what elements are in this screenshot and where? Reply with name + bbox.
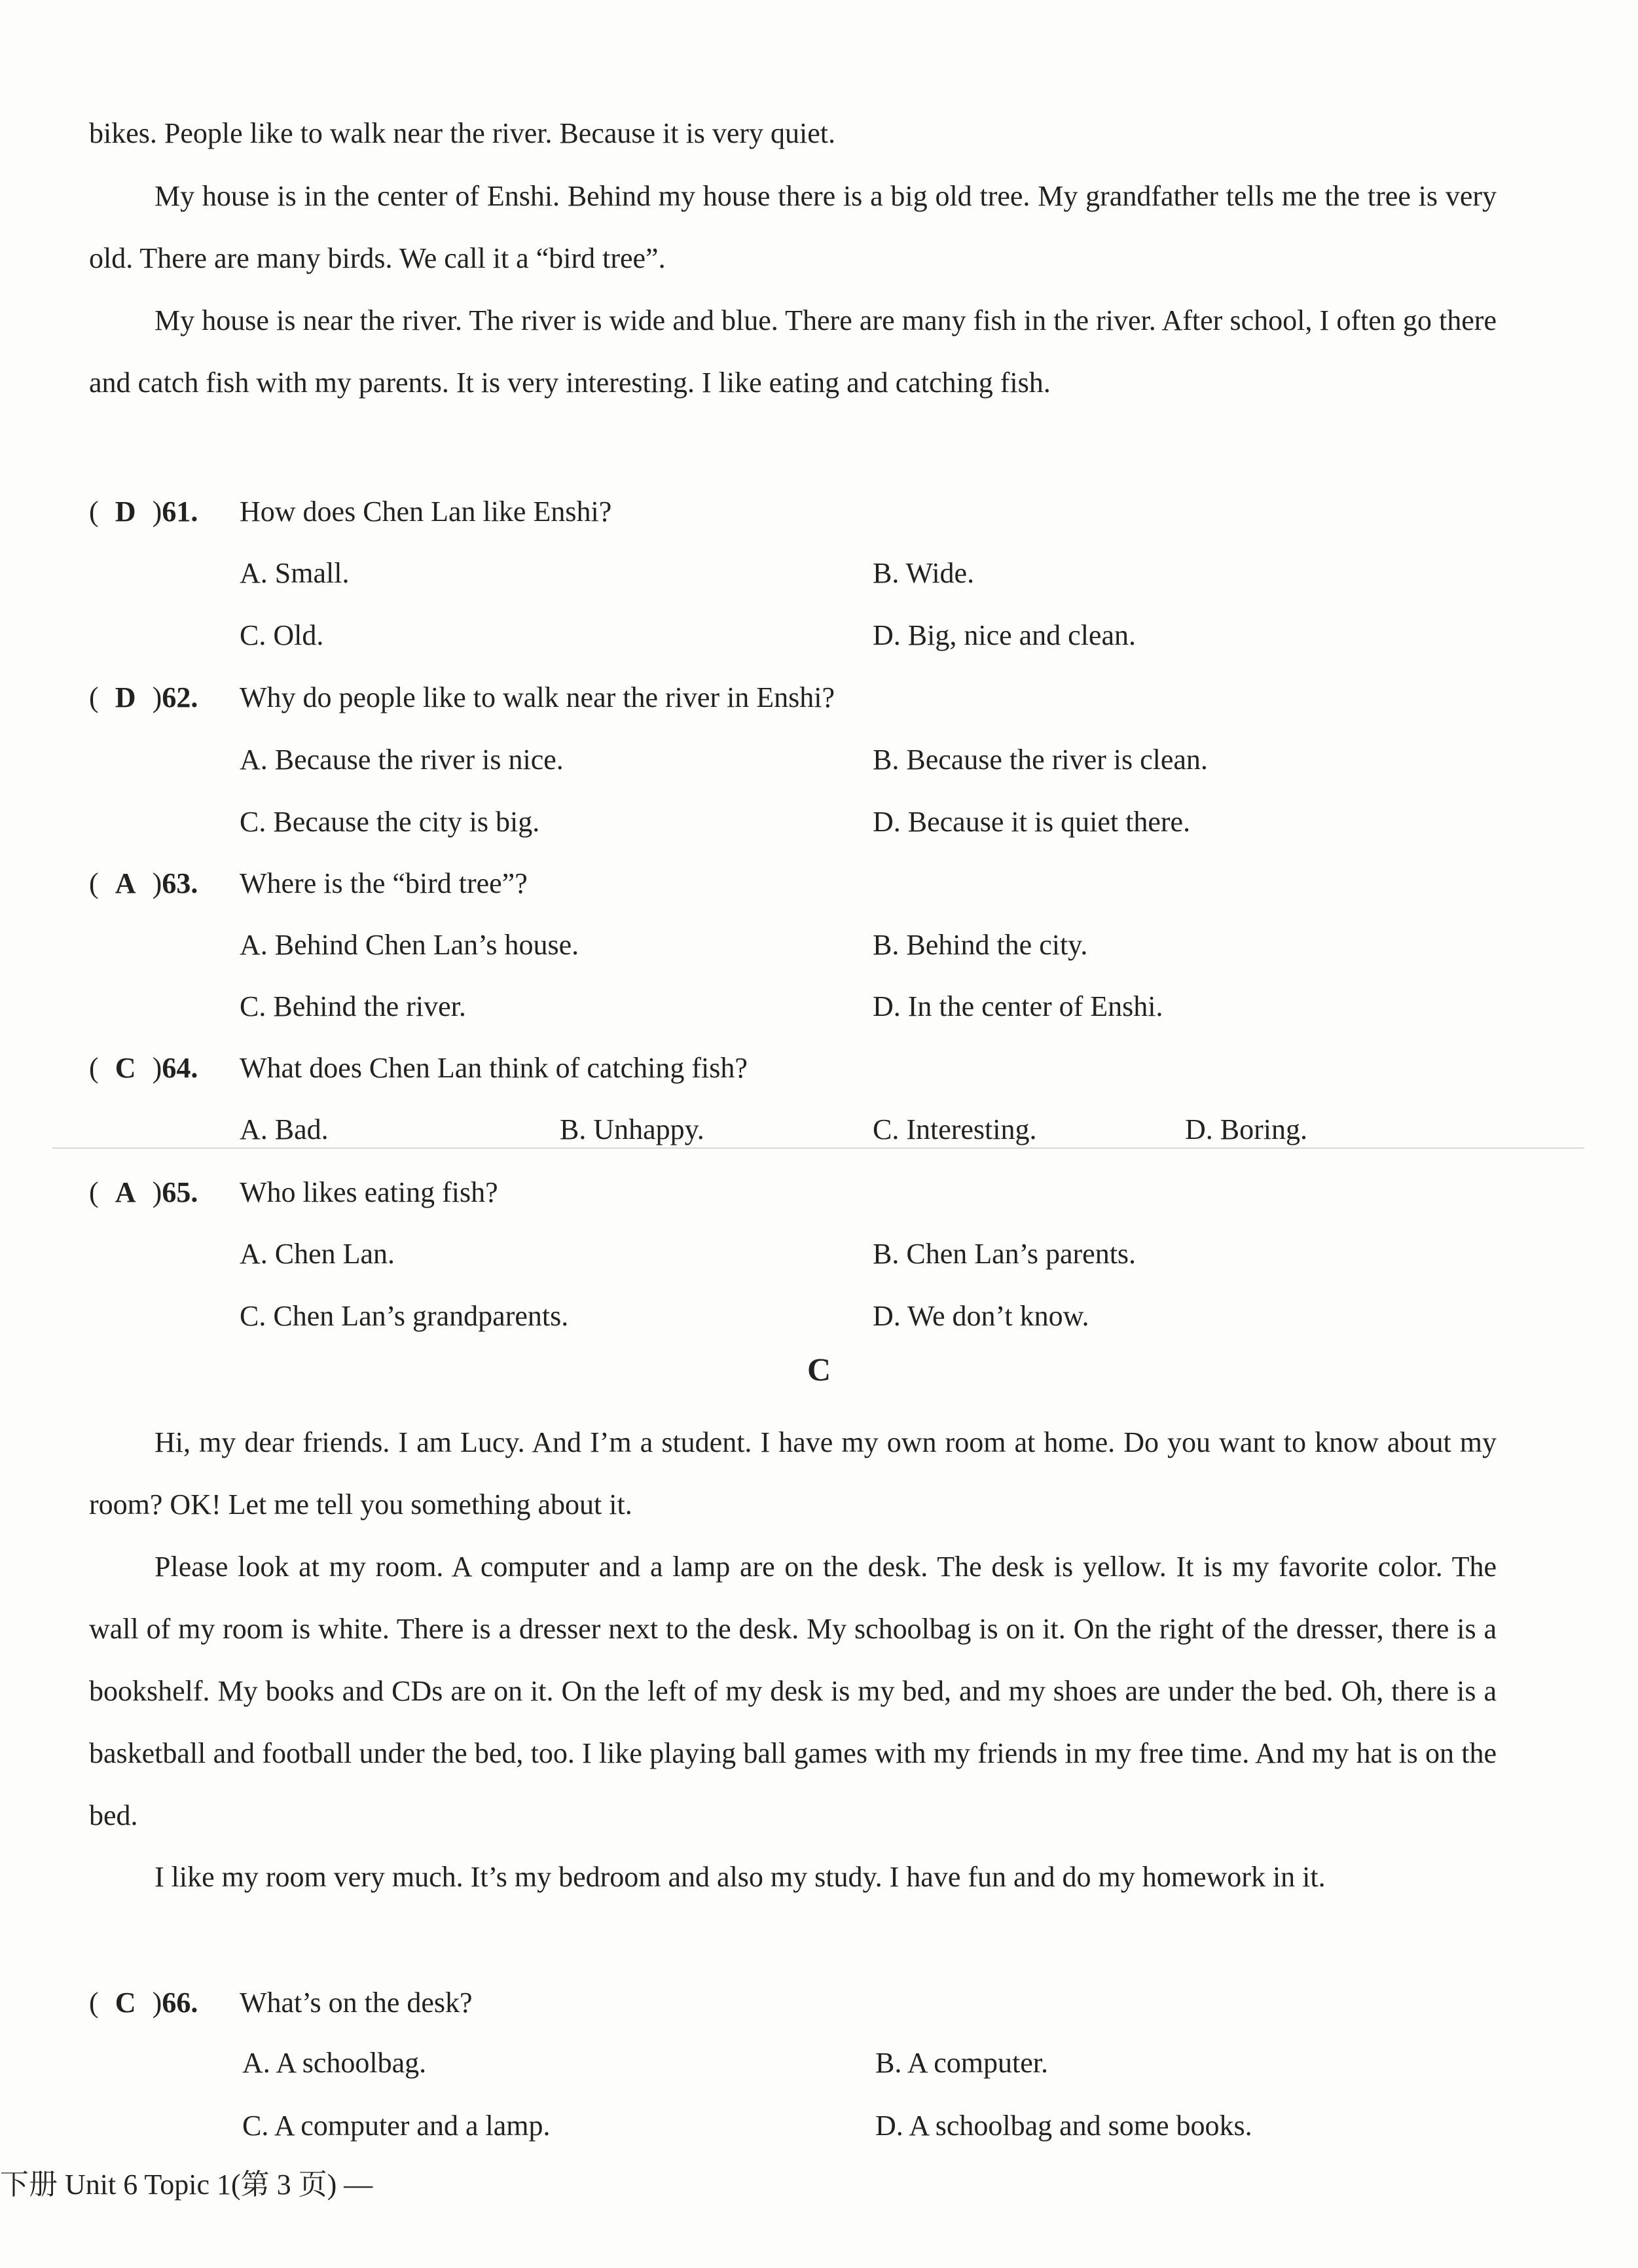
option-63-b: B. Behind the city. — [873, 929, 1088, 961]
option-61-d: D. Big, nice and clean. — [873, 619, 1136, 651]
option-61-a: A. Small. — [240, 557, 350, 589]
option-64-b: B. Unhappy. — [560, 1113, 704, 1145]
option-64-a: A. Bad. — [240, 1113, 329, 1145]
question-65-text: Who likes eating fish? — [240, 1176, 498, 1208]
option-66-d: D. A schoolbag and some books. — [875, 2110, 1252, 2142]
option-63-c: C. Behind the river. — [240, 990, 466, 1022]
passage-c-paragraph-2: Please look at my room. A computer and a lamp are on the desk. The desk is yellow. It is my favorite color. The wall of my room is white. There is a dresser next to the desk. My schoolbag is on it. On the right of the dresser, there is a bookshelf. My books and CDs are on it. On the left of my desk is my bed, and my shoes are under the bed. Oh, there is a basketball and football under the bed, too. I like playing ball games with my friends in my free time. And my hat is on the bed. — [89, 1551, 1497, 1831]
option-62-c: C. Because the city is big. — [240, 806, 540, 838]
option-62-d: D. Because it is quiet there. — [873, 806, 1191, 838]
passage-b-paragraph-1: My house is in the center of Enshi. Behind my house there is a big old tree. My grandfather tells me the tree is very old. There are many birds. We call it a “bird tree”. — [89, 180, 1497, 274]
question-65: ( A )65. — [89, 1173, 240, 1212]
option-64-d: D. Boring. — [1185, 1113, 1307, 1145]
question-63-text: Where is the “bird tree”? — [240, 867, 528, 899]
option-61-b: B. Wide. — [873, 557, 975, 589]
option-61-c: C. Old. — [240, 619, 324, 651]
option-64-c: C. Interesting. — [873, 1113, 1037, 1145]
question-61: ( D )61. — [89, 492, 240, 531]
passage-b-line: bikes. People like to walk near the river. Because it is very quiet. — [89, 117, 836, 149]
answer-66: C — [115, 1987, 136, 2019]
answer-64: C — [115, 1052, 136, 1084]
passage-c-paragraph-3: I like my room very much. It’s my bedroom and also my study. I have fun and do my homework in it. — [155, 1861, 1326, 1893]
question-66-text: What’s on the desk? — [240, 1987, 473, 2019]
option-63-a: A. Behind Chen Lan’s house. — [240, 929, 579, 961]
option-62-b: B. Because the river is clean. — [873, 744, 1208, 776]
answer-63: A — [115, 867, 136, 899]
answer-62: D — [115, 681, 136, 713]
section-c-title: C — [807, 1351, 831, 1388]
passage-c-paragraph-1: Hi, my dear friends. I am Lucy. And I’m a student. I have my own room at home. Do you want to know about my room? OK! Let me tell you something about it. — [89, 1426, 1497, 1521]
question-63: ( A )63. — [89, 864, 240, 903]
fold-line — [52, 1147, 1584, 1149]
question-64-text: What does Chen Lan think of catching fish? — [240, 1052, 748, 1084]
option-65-d: D. We don’t know. — [873, 1300, 1089, 1332]
option-65-c: C. Chen Lan’s grandparents. — [240, 1300, 569, 1332]
option-65-a: A. Chen Lan. — [240, 1238, 395, 1270]
option-66-b: B. A computer. — [875, 2047, 1048, 2079]
question-61-text: How does Chen Lan like Enshi? — [240, 495, 612, 528]
option-66-a: A. A schoolbag. — [242, 2047, 427, 2079]
option-65-b: B. Chen Lan’s parents. — [873, 1238, 1137, 1270]
question-62: ( D )62. — [89, 678, 240, 717]
option-66-c: C. A computer and a lamp. — [242, 2110, 551, 2142]
question-62-text: Why do people like to walk near the river in Enshi? — [240, 681, 835, 713]
answer-65: A — [115, 1176, 136, 1208]
answer-61: D — [115, 495, 136, 528]
question-64: ( C )64. — [89, 1049, 240, 1088]
option-63-d: D. In the center of Enshi. — [873, 990, 1163, 1022]
page-footer: 下册 Unit 6 Topic 1(第 3 页) — — [0, 2169, 373, 2201]
passage-b-paragraph-2: My house is near the river. The river is wide and blue. There are many fish in the river. After school, I often go there and catch fish with my parents. It is very interesting. I like eating and catching fish. — [89, 304, 1497, 399]
option-62-a: A. Because the river is nice. — [240, 744, 564, 776]
question-66: ( C )66. — [89, 1983, 240, 2023]
